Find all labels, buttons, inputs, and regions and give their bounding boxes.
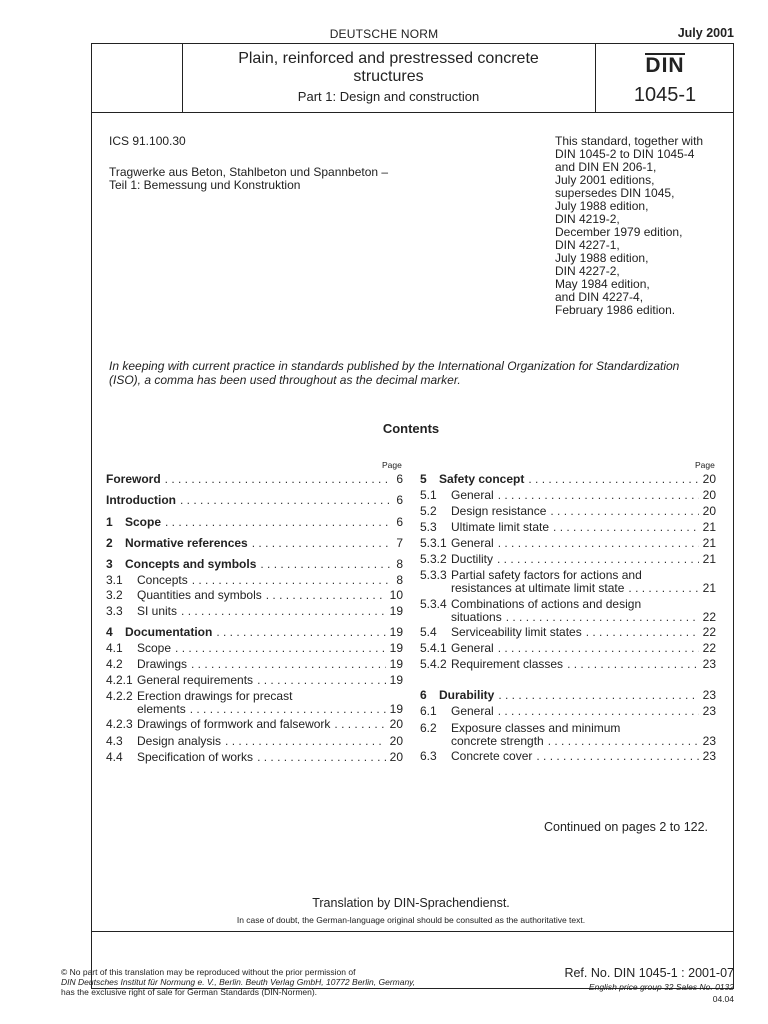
toc-entry bbox=[420, 473, 716, 486]
din-logo-text: DIN bbox=[645, 54, 685, 77]
din-number: 1045-1 bbox=[633, 84, 697, 106]
toc-entry-label: Safety concept bbox=[439, 472, 525, 486]
german-title bbox=[109, 166, 388, 192]
toc-entry-number: 5.3.3 bbox=[420, 568, 447, 582]
toc-entry-continuation bbox=[451, 735, 716, 748]
toc-entry-page: 23 bbox=[702, 749, 716, 763]
toc-entry-label: Ultimate limit state bbox=[451, 520, 550, 534]
toc-entry-number: 4.4 bbox=[106, 750, 123, 764]
toc-entry-label-cont: resistances at ultimate limit state bbox=[451, 581, 625, 595]
toc-entry bbox=[420, 521, 716, 534]
toc-leader-dots bbox=[257, 751, 386, 764]
german-title-line-1: Tragwerke aus Beton, Stahlbeton und Spannbeton – bbox=[109, 165, 389, 179]
toc-leader-dots bbox=[165, 473, 393, 486]
toc-entry-page: 21 bbox=[702, 552, 716, 566]
toc-leader-dots bbox=[260, 558, 392, 571]
toc-entry bbox=[420, 553, 716, 566]
toc-entry-page: 21 bbox=[702, 520, 716, 534]
toc-entry-page: 22 bbox=[702, 641, 716, 655]
toc-entry-number: 5.3 bbox=[420, 520, 437, 534]
document-subtitle: Part 1: Design and construction bbox=[297, 89, 480, 104]
toc-leader-dots bbox=[192, 574, 393, 587]
copyright-line-2-text: DIN Deutsches Institut für Normung e. V., Berlin. Beuth Verlag GmbH, 10772 Berlin, Germany, bbox=[61, 977, 416, 987]
toc-leader-dots bbox=[536, 750, 698, 763]
title-line-2: structures bbox=[353, 68, 424, 85]
toc-entry-number: 4.2.3 bbox=[106, 717, 133, 731]
standard-type-header: DEUTSCHE NORM bbox=[329, 27, 439, 41]
ics-code: ICS 91.100.30 bbox=[109, 134, 186, 148]
supersedes-line: This standard, together with bbox=[555, 134, 704, 148]
toc-leader-dots bbox=[216, 626, 385, 639]
toc-entry-label-cont: situations bbox=[451, 610, 502, 624]
toc-leader-dots bbox=[257, 674, 386, 687]
toc-entry-page: 20 bbox=[389, 734, 403, 748]
toc-entry-page: 20 bbox=[389, 717, 403, 731]
supersedes-line: DIN 1045-2 to DIN 1045-4 bbox=[555, 147, 695, 161]
price-group: English price group 32 Sales No. 0132 bbox=[588, 982, 734, 992]
toc-entry-label: Concepts bbox=[137, 573, 188, 587]
toc-entry-label: Foreword bbox=[106, 472, 161, 486]
toc-entry-page: 10 bbox=[389, 588, 403, 602]
document-title bbox=[183, 50, 594, 86]
toc-entry-label: General bbox=[451, 704, 494, 718]
toc-entry-page: 19 bbox=[389, 625, 403, 639]
toc-entry-label: Drawings of formwork and falsework bbox=[137, 717, 331, 731]
toc-entry bbox=[106, 690, 292, 703]
toc-leader-dots bbox=[180, 494, 392, 507]
supersedes-line: May 1984 edition, bbox=[555, 277, 650, 291]
toc-leader-dots bbox=[498, 642, 699, 655]
toc-entry-page: 20 bbox=[702, 488, 716, 502]
title-line-1: Plain, reinforced and prestressed concrete bbox=[238, 50, 539, 67]
toc-entry-number: 6.1 bbox=[420, 704, 437, 718]
toc-entry-label: Design resistance bbox=[451, 504, 547, 518]
toc-entry-number: 4.3 bbox=[106, 734, 123, 748]
toc-entry bbox=[420, 489, 716, 502]
toc-entry-number: 6.3 bbox=[420, 749, 437, 763]
toc-entry-page: 8 bbox=[396, 557, 403, 571]
toc-entry-number: 5 bbox=[420, 472, 427, 486]
copyright-line-1: © No part of this translation may be reproduced without the prior permission of bbox=[61, 967, 356, 977]
toc-entry-page: 6 bbox=[396, 515, 403, 529]
toc-leader-dots bbox=[252, 537, 393, 550]
toc-entry bbox=[106, 589, 403, 602]
toc-leader-dots bbox=[165, 516, 392, 529]
toc-entry-number: 3 bbox=[106, 557, 113, 571]
toc-entry-label: General bbox=[451, 536, 494, 550]
toc-entry bbox=[420, 537, 716, 550]
iso-note-line-2: (ISO), a comma has been used throughout as the decimal marker. bbox=[109, 373, 461, 387]
toc-leader-dots bbox=[528, 473, 698, 486]
toc-entry bbox=[106, 537, 403, 550]
toc-entry bbox=[106, 516, 403, 529]
toc-entry-number: 5.3.2 bbox=[420, 552, 447, 566]
toc-leader-dots bbox=[266, 589, 386, 602]
toc-entry-number: 5.4 bbox=[420, 625, 437, 639]
toc-entry-number: 6 bbox=[420, 688, 427, 702]
toc-entry-page: 22 bbox=[702, 610, 716, 624]
toc-leader-dots bbox=[498, 705, 699, 718]
toc-entry-label: Concrete cover bbox=[451, 749, 533, 763]
toc-entry-number: 5.3.1 bbox=[420, 536, 447, 550]
toc-entry-page: 19 bbox=[389, 673, 403, 687]
toc-entry-label-cont: elements bbox=[137, 702, 186, 716]
toc-entry-label: Serviceability limit states bbox=[451, 625, 582, 639]
toc-entry-label: Scope bbox=[137, 641, 172, 655]
toc-entry-number: 4.2 bbox=[106, 657, 123, 671]
toc-entry bbox=[106, 718, 403, 731]
toc-leader-dots bbox=[550, 505, 698, 518]
toc-entry bbox=[420, 705, 716, 718]
toc-entry-page: 7 bbox=[396, 536, 403, 550]
toc-entry-label-cont: concrete strength bbox=[451, 734, 544, 748]
toc-entry bbox=[420, 689, 716, 702]
title-divider bbox=[91, 112, 734, 113]
toc-entry bbox=[106, 558, 403, 571]
toc-entry bbox=[106, 751, 403, 764]
toc-leader-dots bbox=[586, 626, 699, 639]
toc-entry-label: Scope bbox=[125, 515, 162, 529]
reference-number: Ref. No. DIN 1045-1 : 2001-07 bbox=[564, 966, 734, 980]
toc-entry-page: 19 bbox=[389, 657, 403, 671]
toc-entry-number: 1 bbox=[106, 515, 113, 529]
toc-entry-label: Introduction bbox=[106, 493, 176, 507]
toc-entry bbox=[420, 505, 716, 518]
supersedes-line: and DIN 4227-4, bbox=[555, 290, 644, 304]
supersedes-line: DIN 4227-1, bbox=[555, 238, 620, 252]
toc-entry bbox=[106, 626, 403, 639]
toc-entry-label: Normative references bbox=[125, 536, 248, 550]
supersedes-line: DIN 4227-2, bbox=[555, 264, 620, 278]
toc-entry bbox=[106, 674, 403, 687]
toc-entry-label: Specification of works bbox=[137, 750, 254, 764]
page-column-label-right: Page bbox=[695, 460, 715, 470]
copyright-line-3: has the exclusive right of sale for German Standards (DIN-Normen). bbox=[61, 987, 318, 997]
publication-date: July 2001 bbox=[677, 26, 734, 40]
toc-leader-dots bbox=[190, 703, 386, 716]
toc-entry-page: 19 bbox=[389, 604, 403, 618]
toc-leader-dots bbox=[498, 489, 699, 502]
toc-entry-page: 8 bbox=[396, 573, 403, 587]
toc-entry-label: Ductility bbox=[451, 552, 494, 566]
toc-entry bbox=[420, 750, 716, 763]
toc-entry-label: SI units bbox=[137, 604, 178, 618]
toc-entry-label: Durability bbox=[439, 688, 495, 702]
authoritative-text-note: In case of doubt, the German-language original should be consulted as the authoritative text. bbox=[236, 915, 586, 925]
toc-entry bbox=[106, 605, 403, 618]
print-code: 04.04 bbox=[712, 994, 734, 1004]
toc-entry-page: 6 bbox=[396, 472, 403, 486]
supersedes-line: July 2001 editions, bbox=[555, 173, 655, 187]
din-logo bbox=[600, 53, 730, 78]
german-title-line-2: Teil 1: Bemessung und Konstruktion bbox=[109, 178, 301, 192]
toc-entry-label: General requirements bbox=[137, 673, 254, 687]
supersedes-line: July 1988 edition, bbox=[555, 199, 649, 213]
toc-entry-label: Erection drawings for precast bbox=[137, 689, 293, 703]
toc-leader-dots bbox=[175, 642, 386, 655]
page-column-label-left: Page bbox=[382, 460, 402, 470]
toc-entry bbox=[420, 658, 716, 671]
toc-entry-number: 4.2.1 bbox=[106, 673, 133, 687]
translation-note: Translation by DIN-Sprachendienst. bbox=[312, 896, 510, 910]
decimal-marker-note bbox=[109, 359, 724, 387]
toc-leader-dots bbox=[498, 537, 699, 550]
toc-entry-label: General bbox=[451, 488, 494, 502]
toc-entry-label: Concepts and symbols bbox=[125, 557, 257, 571]
toc-entry-page: 23 bbox=[702, 688, 716, 702]
toc-entry-number: 5.1 bbox=[420, 488, 437, 502]
toc-entry-label: Requirement classes bbox=[451, 657, 564, 671]
supersedes-line: February 1986 edition. bbox=[555, 303, 676, 317]
toc-entry bbox=[106, 494, 403, 507]
toc-entry-number: 5.2 bbox=[420, 504, 437, 518]
toc-leader-dots bbox=[506, 611, 699, 624]
toc-entry-number: 3.1 bbox=[106, 573, 123, 587]
toc-leader-dots bbox=[498, 689, 698, 702]
toc-entry-number: 5.4.2 bbox=[420, 657, 447, 671]
toc-entry-number: 2 bbox=[106, 536, 113, 550]
toc-entry-page: 20 bbox=[702, 504, 716, 518]
toc-entry-continuation bbox=[451, 582, 716, 595]
toc-entry-number: 4.2.2 bbox=[106, 689, 133, 703]
supersedes-line: July 1988 edition, bbox=[555, 251, 649, 265]
toc-entry-continuation bbox=[451, 611, 716, 624]
copyright-line-2 bbox=[61, 977, 415, 987]
toc-entry-page: 22 bbox=[702, 625, 716, 639]
toc-entry-page: 19 bbox=[389, 702, 403, 716]
toc-entry-page: 21 bbox=[702, 536, 716, 550]
toc-entry-page: 23 bbox=[702, 734, 716, 748]
toc-entry-page: 23 bbox=[702, 657, 716, 671]
toc-entry-page: 20 bbox=[389, 750, 403, 764]
toc-entry bbox=[106, 574, 403, 587]
toc-leader-dots bbox=[553, 521, 699, 534]
toc-leader-dots bbox=[628, 582, 698, 595]
toc-entry bbox=[106, 473, 403, 486]
toc-entry-label: Documentation bbox=[125, 625, 213, 639]
toc-entry-page: 21 bbox=[702, 581, 716, 595]
footer-divider bbox=[91, 931, 734, 932]
toc-entry-number: 6.2 bbox=[420, 721, 437, 735]
toc-entry-number: 3.3 bbox=[106, 604, 123, 618]
contents-heading: Contents bbox=[382, 421, 440, 436]
toc-entry-label: Partial safety factors for actions and bbox=[451, 568, 642, 582]
toc-entry-label: Exposure classes and minimum bbox=[451, 721, 621, 735]
continued-note: Continued on pages 2 to 122. bbox=[544, 820, 709, 834]
toc-leader-dots bbox=[181, 605, 386, 618]
toc-entry-page: 6 bbox=[396, 493, 403, 507]
toc-entry bbox=[106, 642, 403, 655]
toc-leader-dots bbox=[191, 658, 386, 671]
toc-leader-dots bbox=[548, 735, 699, 748]
toc-entry-label: Drawings bbox=[137, 657, 188, 671]
supersedes-line: DIN 4219-2, bbox=[555, 212, 620, 226]
toc-leader-dots bbox=[225, 735, 386, 748]
toc-entry-label: Combinations of actions and design bbox=[451, 597, 642, 611]
iso-note-line-1: In keeping with current practice in standards published by the International Organization for Standardization bbox=[109, 359, 680, 373]
toc-entry-number: 4.1 bbox=[106, 641, 123, 655]
toc-entry-number: 3.2 bbox=[106, 588, 123, 602]
toc-entry-page: 20 bbox=[702, 472, 716, 486]
toc-entry-page: 19 bbox=[389, 641, 403, 655]
toc-entry-continuation bbox=[137, 703, 403, 716]
toc-entry bbox=[106, 658, 403, 671]
toc-entry-number: 4 bbox=[106, 625, 113, 639]
copyright-notice bbox=[61, 967, 415, 997]
supersedes-line: supersedes DIN 1045, bbox=[555, 186, 675, 200]
toc-leader-dots bbox=[497, 553, 699, 566]
toc-entry-page: 23 bbox=[702, 704, 716, 718]
toc-leader-dots bbox=[567, 658, 699, 671]
toc-entry bbox=[106, 735, 403, 748]
toc-entry-label: Design analysis bbox=[137, 734, 222, 748]
toc-entry bbox=[420, 626, 716, 639]
toc-entry-label: General bbox=[451, 641, 494, 655]
toc-entry-label: Quantities and symbols bbox=[137, 588, 262, 602]
supersedes-note bbox=[555, 135, 703, 317]
toc-entry-number: 5.4.1 bbox=[420, 641, 447, 655]
toc-leader-dots bbox=[334, 718, 385, 731]
supersedes-line: and DIN EN 206-1, bbox=[555, 160, 657, 174]
toc-entry bbox=[420, 642, 716, 655]
supersedes-line: December 1979 edition, bbox=[555, 225, 683, 239]
toc-entry-number: 5.3.4 bbox=[420, 597, 447, 611]
